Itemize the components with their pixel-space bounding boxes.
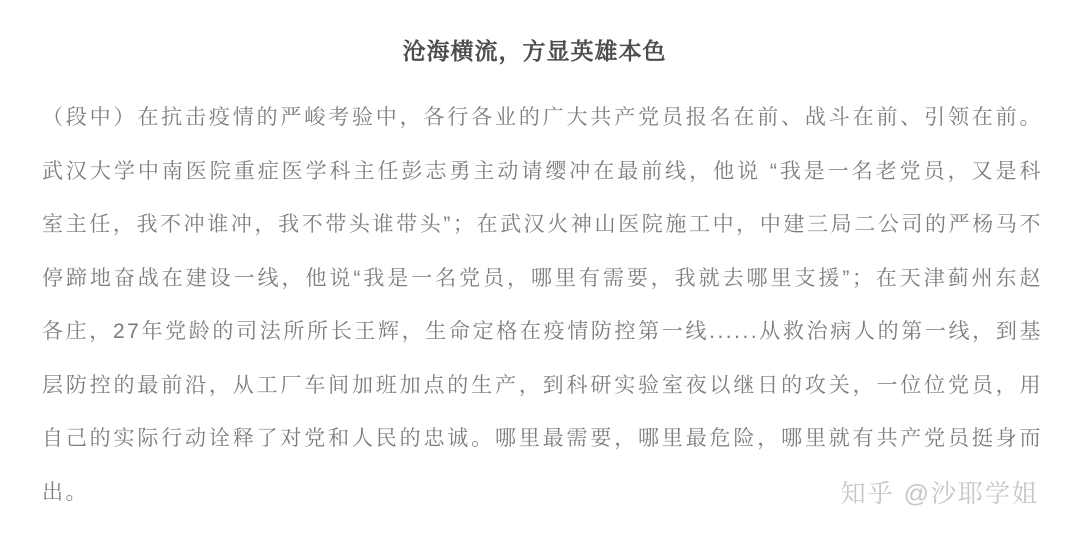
- article-title: 沧海横流，方显英雄本色: [402, 38, 667, 64]
- article-paragraph: （段中）在抗击疫情的严峻考验中，各行各业的广大共产党员报名在前、战斗在前、引领在前。武汉大学中南医院重症医学科主任彭志勇主动请缨冲在最前线，他说 “我是一名老党员，又是科室主任，我不冲谁冲，我不带头谁带头”；在武汉火神山医院施工中，中建三局二公司的严杨马不停蹄地奋战在建设一线，他说“我是一名党员，哪里有需要，我就去哪里支援”；在天津蓟州东赵各庄，27年党龄的司法所所长王辉，生命定格在疫情防控第一线......从救治病人的第一线，到基层防控的最前沿，从工厂车间加班加点的生产，到科研实验室夜以继日的攻关，一位位党员，用自己的实际行动诠释了对党和人民的忠诚。哪里最需要，哪里最危险，哪里就有共产党员挺身而出。: [42, 106, 1043, 504]
- zhihu-watermark: 知乎 @沙耶学姐: [840, 480, 1039, 508]
